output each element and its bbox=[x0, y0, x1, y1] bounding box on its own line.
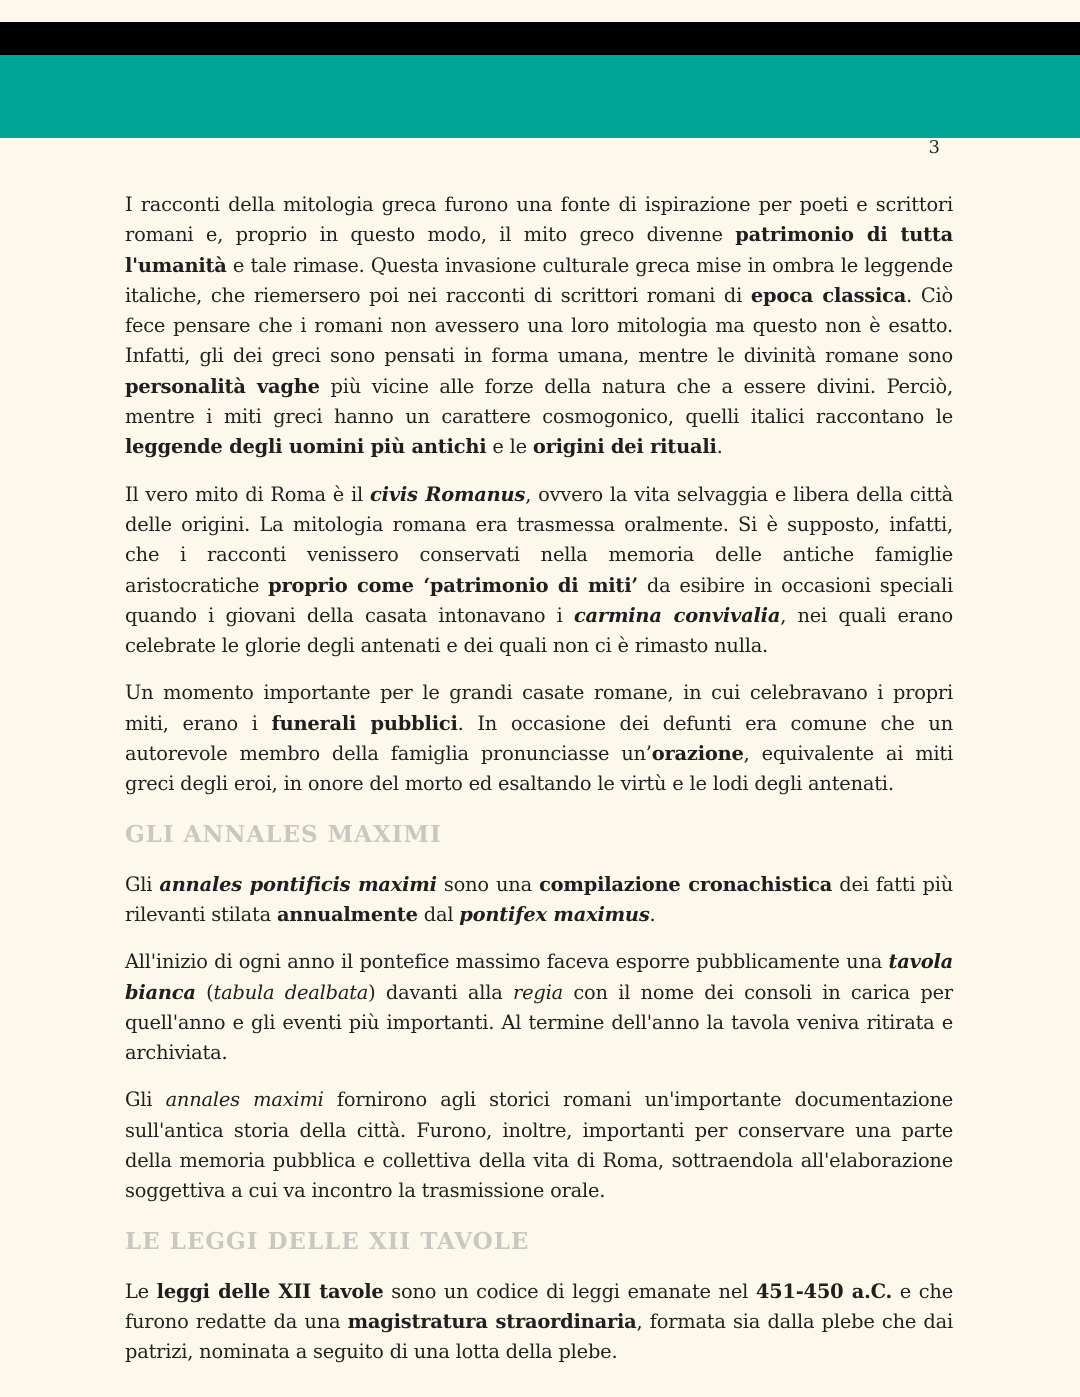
paragraph-roman-myth bbox=[125, 480, 953, 662]
top-margin bbox=[0, 0, 1080, 22]
paragraph-tabula-dealbata bbox=[125, 947, 953, 1068]
bold-italic-text: civis Romanus bbox=[370, 482, 526, 506]
bold-text: magistratura straordinaria bbox=[347, 1309, 637, 1333]
text: All'inizio di ogni anno il pontefice massimo faceva esporre pubblicamente una bbox=[125, 950, 889, 974]
text: fornirono agli storici romani un'importante documentazione sull'antica storia della città. Furono, inoltre, importanti per conservare una parte della memoria pubblica e collettiva della vita di Roma, sottraendola all'elaborazione soggettiva a cui va incontro la trasmissione orale. bbox=[125, 1088, 954, 1203]
bold-text: 451-450 a.C. bbox=[755, 1279, 893, 1303]
text: . In occasione dei defunti era comune che un autorevole membro della famiglia pronunciasse un’ bbox=[125, 711, 954, 766]
text: dei fatti più rilevanti stilata bbox=[125, 872, 953, 926]
bold-text: personalità vaghe bbox=[125, 374, 320, 398]
text: Le bbox=[125, 1279, 157, 1303]
bold-text: patrimonio di tutta l'umanità bbox=[125, 223, 954, 277]
text: , ovvero la vita selvaggia e libera della città delle origini. La mitologia romana era trasmessa oralmente. Si è supposto, infatti, che i racconti venissero conservati nella memoria delle antiche famiglie aristocratiche bbox=[125, 482, 954, 597]
bold-text: leggi delle XII tavole bbox=[156, 1279, 384, 1303]
bold-text: origini dei rituali bbox=[532, 435, 717, 459]
document-body bbox=[125, 190, 953, 1385]
bold-text: funerali pubblici bbox=[271, 711, 458, 735]
italic-text: annales maximi bbox=[165, 1088, 324, 1112]
bold-text: compilazione cronachistica bbox=[539, 872, 833, 896]
text: ( bbox=[195, 980, 214, 1004]
text: I racconti della mitologia greca furono una fonte di ispirazione per poeti e scrittori romani e, proprio in questo modo, il mito greco divenne bbox=[125, 193, 953, 247]
heading-leggi-xii-tavole: LE LEGGI DELLE XII TAVOLE bbox=[125, 1227, 530, 1255]
text: Gli bbox=[125, 1088, 166, 1112]
text: , formata sia dalla plebe che dai patrizi, nominata a seguito di una lotta della plebe. bbox=[125, 1309, 953, 1364]
header-black-band bbox=[0, 22, 1080, 55]
text: sono un codice di leggi emanate nel bbox=[383, 1279, 756, 1303]
text: e tale rimase. Questa invasione culturale greca mise in ombra le leggende italiche, che riemersero poi nei racconti di scrittori romani di bbox=[125, 253, 953, 307]
text: . Ciò fece pensare che i romani non avessero una loro mitologia ma questo non è esatto. Infatti, gli dei greci sono pensati in forma umana, mentre le divinità romane sono bbox=[125, 283, 953, 368]
text: ) davanti alla bbox=[368, 980, 514, 1004]
bold-italic-text: tavola bianca bbox=[125, 950, 953, 1004]
header-teal-band bbox=[0, 55, 1080, 158]
text: , nei quali erano celebrate le glorie degli antenati e dei quali non ci è rimasto nulla. bbox=[125, 603, 953, 658]
text: Un momento importante per le grandi casate romane, in cui celebravano i propri miti, erano i bbox=[125, 681, 953, 735]
text: e le bbox=[486, 435, 533, 459]
heading-annales-maximi: GLI ANNALES MAXIMI bbox=[125, 820, 442, 848]
text: con il nome dei consoli in carica per quell'anno e gli eventi più importanti. Al termine dell'anno la tavola veniva ritirata e archiviata. bbox=[125, 980, 953, 1065]
paragraph-annales-definition bbox=[125, 870, 953, 931]
text: da esibire in occasioni speciali quando i giovani della casata intonavano i bbox=[125, 573, 953, 627]
text: e che furono redatte da una bbox=[125, 1279, 953, 1333]
bold-text: annualmente bbox=[276, 902, 418, 926]
text: dal bbox=[417, 902, 460, 926]
bold-text: orazione bbox=[651, 742, 744, 766]
paragraph-funerals bbox=[125, 678, 953, 799]
paragraph-xii-tavole bbox=[125, 1277, 953, 1368]
text: Il vero mito di Roma è il bbox=[125, 482, 371, 506]
italic-text: tabula dealbata bbox=[213, 980, 369, 1004]
text: sono una bbox=[436, 872, 540, 896]
bold-text: proprio come ‘patrimonio di miti’ bbox=[268, 573, 638, 597]
paragraph-annales-importance bbox=[125, 1085, 953, 1206]
page-number: 3 bbox=[928, 137, 940, 158]
text: , equivalente ai miti greci degli eroi, in onore del morto ed esaltando le virtù e le lodi degli antenati. bbox=[125, 742, 953, 796]
bold-italic-text: annales pontificis maximi bbox=[159, 872, 437, 896]
text: . bbox=[716, 435, 723, 459]
italic-text: regia bbox=[513, 980, 563, 1004]
bold-italic-text: carmina convivalia bbox=[573, 603, 781, 627]
bold-italic-text: pontifex maximus bbox=[459, 902, 650, 926]
bold-text: epoca classica bbox=[750, 283, 907, 307]
paragraph-greek-myth bbox=[125, 190, 953, 463]
text: più vicine alle forze della natura che a essere divini. Perciò, mentre i miti greci hanno un carattere cosmogonico, quelli italici raccontano le bbox=[125, 374, 953, 429]
bold-text: leggende degli uomini più antichi bbox=[125, 435, 487, 459]
text: Gli bbox=[125, 872, 160, 896]
text: . bbox=[649, 902, 656, 926]
